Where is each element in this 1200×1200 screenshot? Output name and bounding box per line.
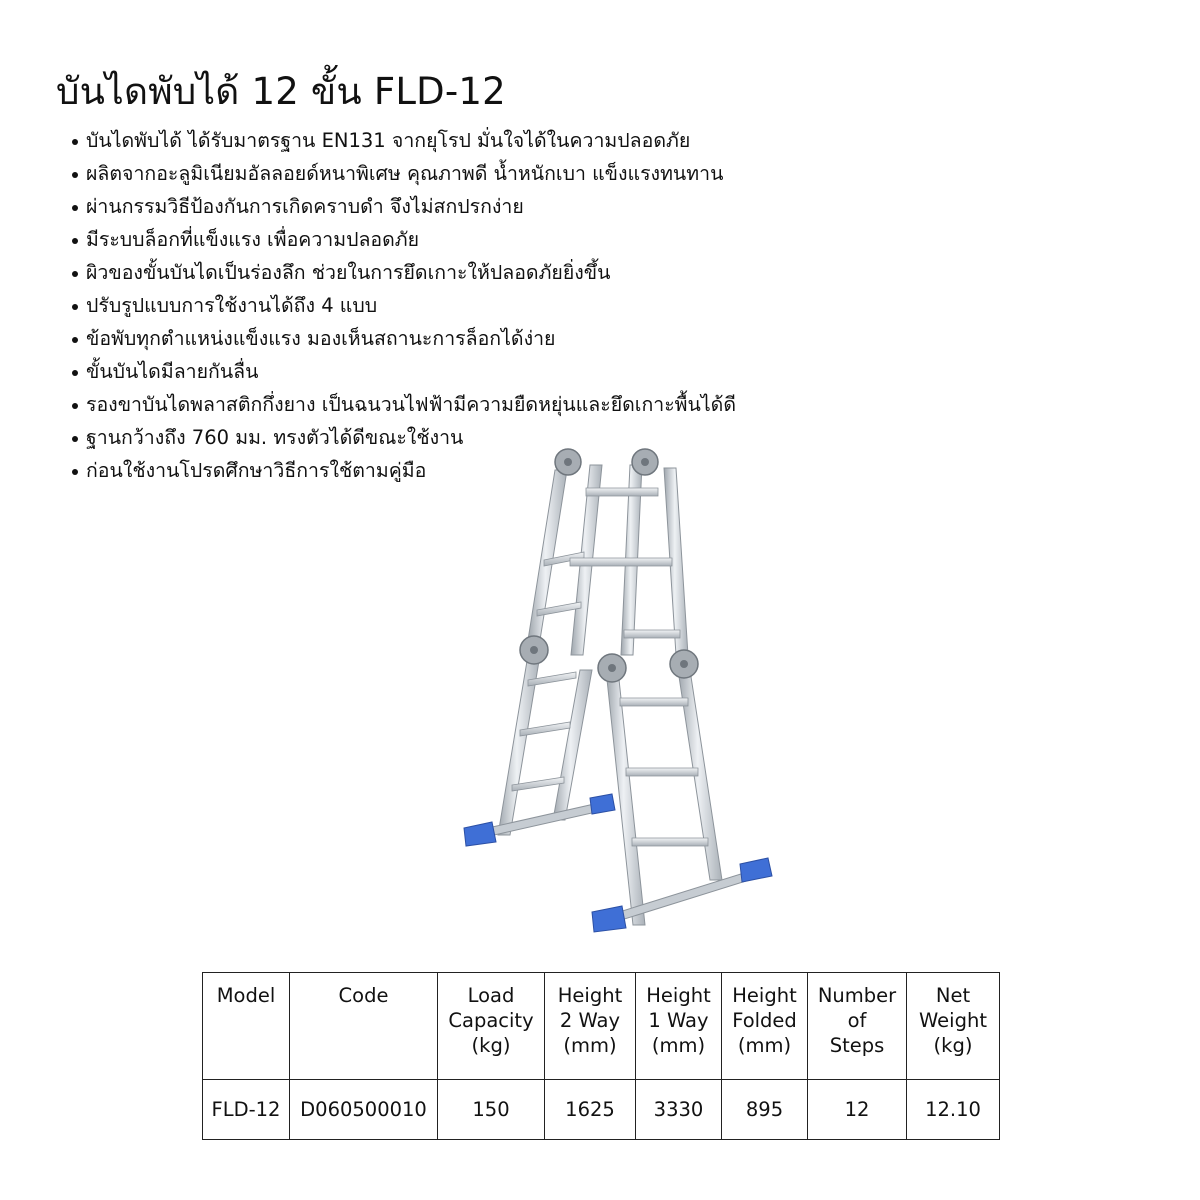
cell-code: D060500010	[290, 1080, 438, 1140]
feature-item: ปรับรูปแบบการใช้งานได้ถึง 4 แบบ	[70, 289, 736, 322]
feature-item: ผลิตจากอะลูมิเนียมอัลลอยด์หนาพิเศษ คุณภาพดี น้ำหนักเบา แข็งแรงทนทาน	[70, 157, 736, 190]
feature-item: ขั้นบันไดมีลายกันลื่น	[70, 355, 736, 388]
header-number-of-steps: Number of Steps	[808, 973, 907, 1080]
feature-item: ผิวของขั้นบันไดเป็นร่องลึก ช่วยในการยึดเกาะให้ปลอดภัยยิ่งขึ้น	[70, 256, 736, 289]
feature-item: ข้อพับทุกตำแหน่งแข็งแรง มองเห็นสถานะการล็อกได้ง่าย	[70, 322, 736, 355]
header-height-1way: Height 1 Way (mm)	[636, 973, 722, 1080]
header-model: Model	[203, 973, 290, 1080]
header-height-folded: Height Folded (mm)	[722, 973, 808, 1080]
cell-height-2way: 1625	[545, 1080, 636, 1140]
header-load-capacity: Load Capacity (kg)	[438, 973, 545, 1080]
cell-net-weight: 12.10	[907, 1080, 1000, 1140]
feature-item: ฐานกว้างถึง 760 มม. ทรงตัวได้ดีขณะใช้งาน	[70, 421, 736, 454]
feature-item: บันไดพับได้ ได้รับมาตรฐาน EN131 จากยุโรป มั่นใจได้ในความปลอดภัย	[70, 124, 736, 157]
cell-height-folded: 895	[722, 1080, 808, 1140]
header-code: Code	[290, 973, 438, 1080]
cell-model: FLD-12	[203, 1080, 290, 1140]
feature-item: ก่อนใช้งานโปรดศึกษาวิธีการใช้ตามคู่มือ	[70, 454, 736, 487]
ladder-product-image	[440, 440, 800, 940]
spec-table	[202, 972, 1000, 1140]
cell-height-1way: 3330	[636, 1080, 722, 1140]
table-header-row	[203, 973, 1000, 1080]
cell-load-capacity: 150	[438, 1080, 545, 1140]
feature-item: รองขาบันไดพลาสติกกึ่งยาง เป็นฉนวนไฟฟ้ามีความยืดหยุ่นและยึดเกาะพื้นได้ดี	[70, 388, 736, 421]
feature-item: ผ่านกรรมวิธีป้องกันการเกิดคราบดำ จึงไม่สกปรกง่าย	[70, 190, 736, 223]
header-height-2way: Height 2 Way (mm)	[545, 973, 636, 1080]
feature-item: มีระบบล็อกที่แข็งแรง เพื่อความปลอดภัย	[70, 223, 736, 256]
header-net-weight: Net Weight (kg)	[907, 973, 1000, 1080]
cell-number-of-steps: 12	[808, 1080, 907, 1140]
table-row	[203, 1080, 1000, 1140]
page-title: บันไดพับได้ 12 ขั้น FLD-12	[56, 70, 506, 113]
feature-list	[70, 124, 736, 487]
